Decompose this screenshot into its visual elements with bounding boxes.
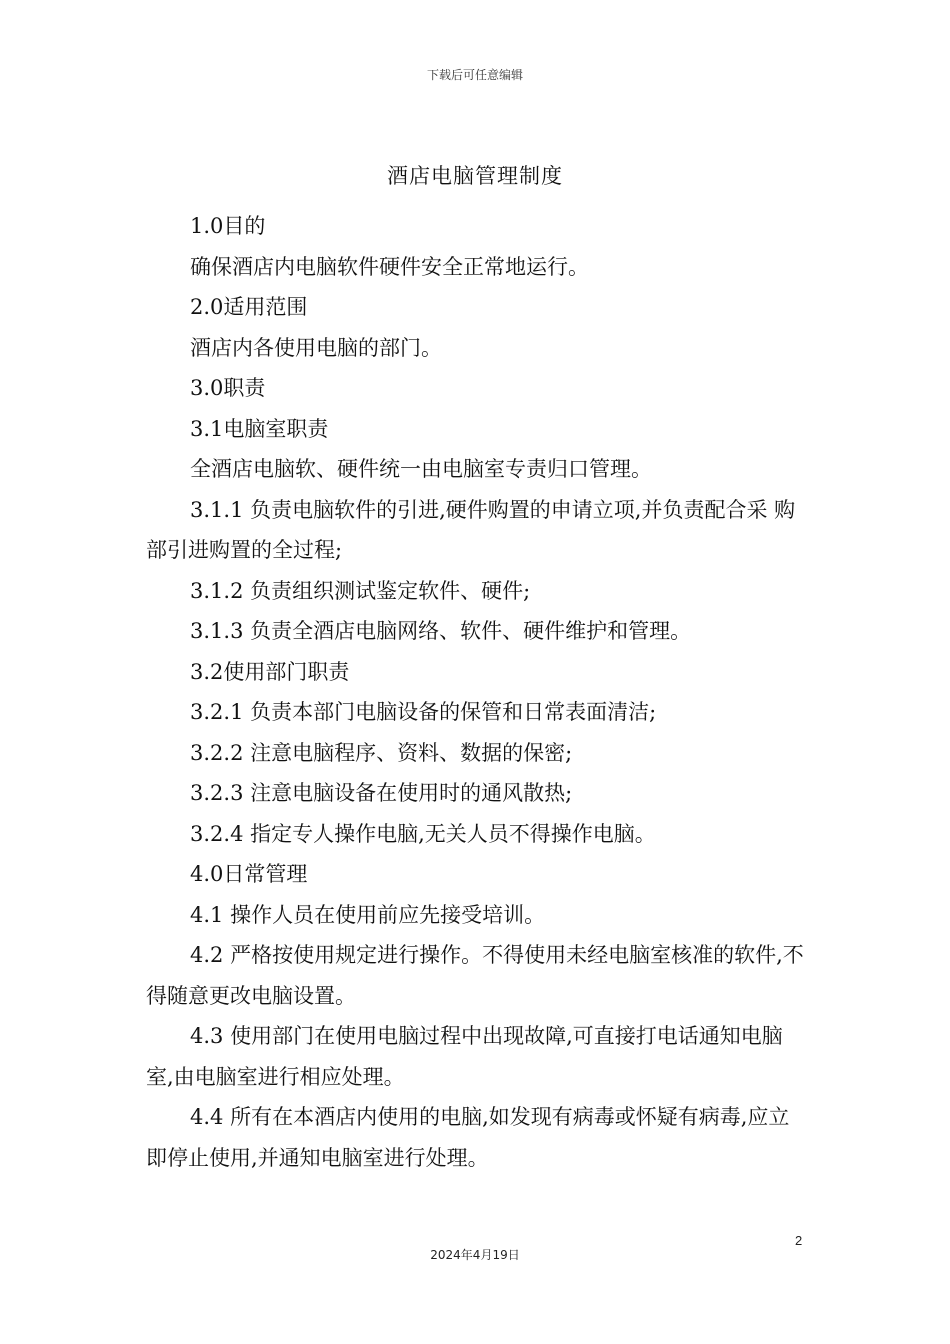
clause-3-1-2: 3.1.2 负责组织测试鉴定软件、硬件; [190,578,531,603]
clause-3-2-3: 3.2.3 注意电脑设备在使用时的通风散热; [190,781,573,805]
section-heading-daily-management: 4.0日常管理 [190,862,308,886]
subsection-heading-computer-room: 3.1电脑室职责 [190,416,329,441]
paragraph-purpose: 确保酒店内电脑软件硬件安全正常地运行。 [190,254,589,279]
clause-4-3: 4.3 使用部门在使用电脑过程中出现故障,可直接打电话通知电脑室,由电脑室进行相应处理。 [146,1024,783,1089]
clause-3-1-1: 3.1.1 负责电脑软件的引进,硬件购置的申请立项,并负责配合采 购部引进购置的全过程; [146,497,796,562]
page-number: 2 [795,1233,803,1248]
clause-3-1-3: 3.1.3 负责全酒店电脑网络、软件、硬件维护和管理。 [190,619,692,643]
clause-3-2-2: 3.2.2 注意电脑程序、资料、数据的保密; [190,740,573,765]
clause-4-4: 4.4 所有在本酒店内使用的电脑,如发现有病毒或怀疑有病毒,应立即停止使用,并通知电脑室进行处理。 [146,1105,790,1170]
paragraph-computer-room: 全酒店电脑软、硬件统一由电脑室专责归口管理。 [190,457,652,481]
footer-date: 2024年4月19日 [430,1248,520,1262]
clause-4-1: 4.1 操作人员在使用前应先接受培训。 [190,902,546,927]
section-heading-scope: 2.0适用范围 [190,295,308,319]
section-heading-purpose: 1.0目的 [190,214,266,238]
document-body [146,206,806,1178]
clause-4-2: 4.2 严格按使用规定进行操作。不得使用未经电脑室核准的软件,不得随意更改电脑设置。 [146,943,804,1008]
subsection-heading-user-departments: 3.2使用部门职责 [190,659,350,684]
section-heading-duties: 3.0职责 [190,376,266,400]
header-note: 下载后可任意编辑 [426,68,523,82]
paragraph-scope: 酒店内各使用电脑的部门。 [190,335,442,360]
clause-3-2-4: 3.2.4 指定专人操作电脑,无关人员不得操作电脑。 [190,821,656,846]
clause-3-2-1: 3.2.1 负责本部门电脑设备的保管和日常表面清洁; [190,700,657,724]
document-title: 酒店电脑管理制度 [387,164,563,188]
